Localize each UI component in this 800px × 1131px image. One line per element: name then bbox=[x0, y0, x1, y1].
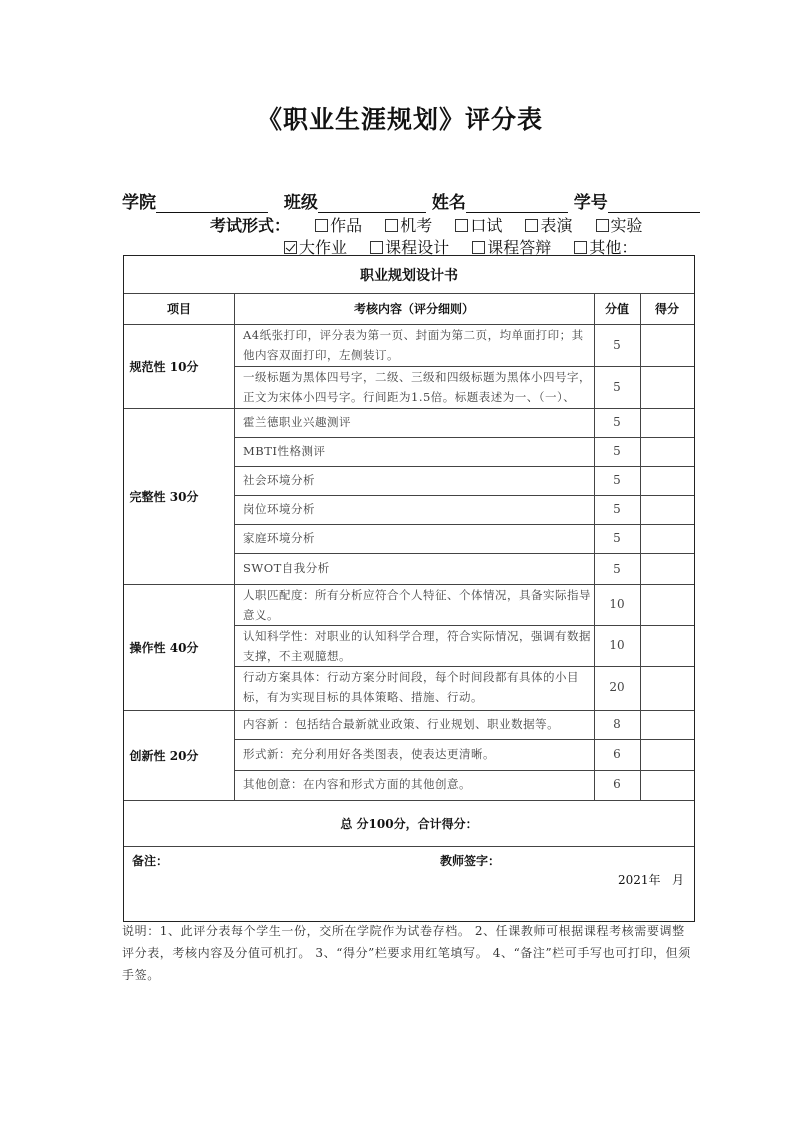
checkbox-icon[interactable] bbox=[315, 219, 328, 232]
class-label: 班级 bbox=[283, 193, 318, 213]
criteria-content: 内容新 ：包括结合最新就业政策、行业规划、职业数据等。 bbox=[243, 717, 560, 731]
name-label: 姓名 bbox=[431, 193, 466, 213]
teacher-signature-label: 教师签字： bbox=[440, 854, 501, 868]
name-field[interactable] bbox=[466, 194, 568, 213]
criteria-value: 5 bbox=[613, 531, 621, 545]
criteria-value: 10 bbox=[609, 638, 625, 652]
criteria-value: 20 bbox=[609, 680, 625, 694]
scoring-table bbox=[123, 255, 695, 922]
checkbox-icon[interactable] bbox=[370, 241, 383, 254]
checkbox-icon[interactable] bbox=[574, 241, 587, 254]
exam-option[interactable]: 课程设计 bbox=[370, 235, 449, 258]
criteria-value: 5 bbox=[613, 415, 621, 429]
col-header-score: 得分 bbox=[654, 302, 679, 316]
criteria-value: 5 bbox=[613, 338, 621, 352]
college-field[interactable] bbox=[156, 194, 268, 213]
criteria-content: 形式新：充分利用好各类图表，使表达更清晰。 bbox=[243, 747, 495, 761]
section-name: 完整性 30分 bbox=[129, 489, 199, 504]
criteria-value: 8 bbox=[613, 717, 621, 731]
section-name: 操作性 40分 bbox=[129, 640, 199, 655]
page-title: 《职业生涯规划》评分表 bbox=[256, 105, 543, 134]
col-header-item: 项目 bbox=[166, 302, 191, 316]
col-header-content: 考核内容（评分细则） bbox=[353, 302, 474, 316]
criteria-value: 5 bbox=[613, 562, 621, 576]
remarks-label: 备注： bbox=[132, 854, 169, 868]
criteria-value: 5 bbox=[613, 444, 621, 458]
criteria-content: 人职匹配度：所有分析应符合个人特征、个体情况，具备实际指导意义。 bbox=[243, 588, 591, 622]
checkbox-icon[interactable] bbox=[385, 219, 398, 232]
criteria-content: 一级标题为黑体四号字，二级、三级和四级标题为黑体小四号字，正文为宋体小四号字。行间距为1.5倍。标题表述为一、（一）、 bbox=[243, 370, 591, 404]
criteria-content: 家庭环境分析 bbox=[243, 531, 315, 545]
date-text: 2021年 月 bbox=[618, 873, 684, 887]
student-id-label: 学号 bbox=[573, 193, 608, 213]
exam-option[interactable]: 实验 bbox=[596, 213, 643, 236]
notes-text: 说明：1、此评分表每个学生一份，交所在学院作为试卷存档。 2、任课教师可根据课程考核需要调整评分表，考核内容及分值可机打。 3、“得分”栏要求用红笔填写。 4、“备注”栏可手写也可打印，但须手签。 bbox=[122, 924, 691, 982]
exam-option[interactable]: 机考 bbox=[385, 213, 432, 236]
exam-option[interactable]: 口试 bbox=[455, 213, 502, 236]
criteria-value: 6 bbox=[613, 747, 621, 761]
exam-option[interactable]: 其他： bbox=[574, 235, 637, 258]
checkbox-icon[interactable] bbox=[455, 219, 468, 232]
criteria-content: 岗位环境分析 bbox=[243, 502, 315, 516]
criteria-content: 社会环境分析 bbox=[243, 473, 315, 487]
college-label: 学院 bbox=[122, 193, 156, 213]
exam-option[interactable]: 作品 bbox=[315, 213, 362, 236]
criteria-value: 5 bbox=[613, 380, 621, 394]
criteria-content: SWOT自我分析 bbox=[243, 561, 330, 575]
criteria-content: MBTI性格测评 bbox=[243, 444, 326, 458]
criteria-value: 6 bbox=[613, 777, 621, 791]
criteria-content: 认知科学性：对职业的认知科学合理，符合实际情况，强调有数据支撑，不主观臆想。 bbox=[243, 629, 591, 663]
section-name: 规范性 10分 bbox=[129, 359, 199, 374]
criteria-value: 10 bbox=[609, 597, 625, 611]
criteria-content: 其他创意：在内容和形式方面的其他创意。 bbox=[243, 777, 471, 791]
criteria-content: 霍兰德职业兴趣测评 bbox=[243, 415, 351, 429]
col-header-value: 分值 bbox=[604, 302, 629, 316]
criteria-value: 5 bbox=[613, 473, 621, 487]
section-name: 创新性 20分 bbox=[129, 748, 199, 763]
exam-option[interactable]: 大作业 bbox=[284, 235, 347, 258]
exam-form-label: 考试形式： bbox=[210, 216, 291, 235]
student-info-row bbox=[122, 188, 682, 213]
criteria-value: 5 bbox=[613, 502, 621, 516]
checkbox-icon[interactable] bbox=[596, 219, 609, 232]
criteria-content: 行动方案具体：行动方案分时间段，每个时间段都有具体的小目标，有为实现目标的具体策略、措施、行动。 bbox=[243, 670, 579, 704]
student-id-field[interactable] bbox=[608, 194, 700, 213]
exam-option[interactable]: 表演 bbox=[525, 213, 572, 236]
table-heading: 职业规划设计书 bbox=[360, 267, 458, 284]
total-score-row: 总 分100分，合计得分： bbox=[340, 816, 478, 831]
exam-form-row-1 bbox=[210, 213, 643, 236]
checkbox-icon[interactable] bbox=[472, 241, 485, 254]
checkbox-icon[interactable] bbox=[525, 219, 538, 232]
class-field[interactable] bbox=[318, 194, 426, 213]
criteria-content: A4纸张打印，评分表为第一页、封面为第二页，均单面打印；其他内容双面打印，左侧装订。 bbox=[243, 328, 584, 362]
exam-option[interactable]: 课程答辩 bbox=[472, 235, 551, 258]
checked-checkbox-icon[interactable] bbox=[284, 241, 297, 254]
